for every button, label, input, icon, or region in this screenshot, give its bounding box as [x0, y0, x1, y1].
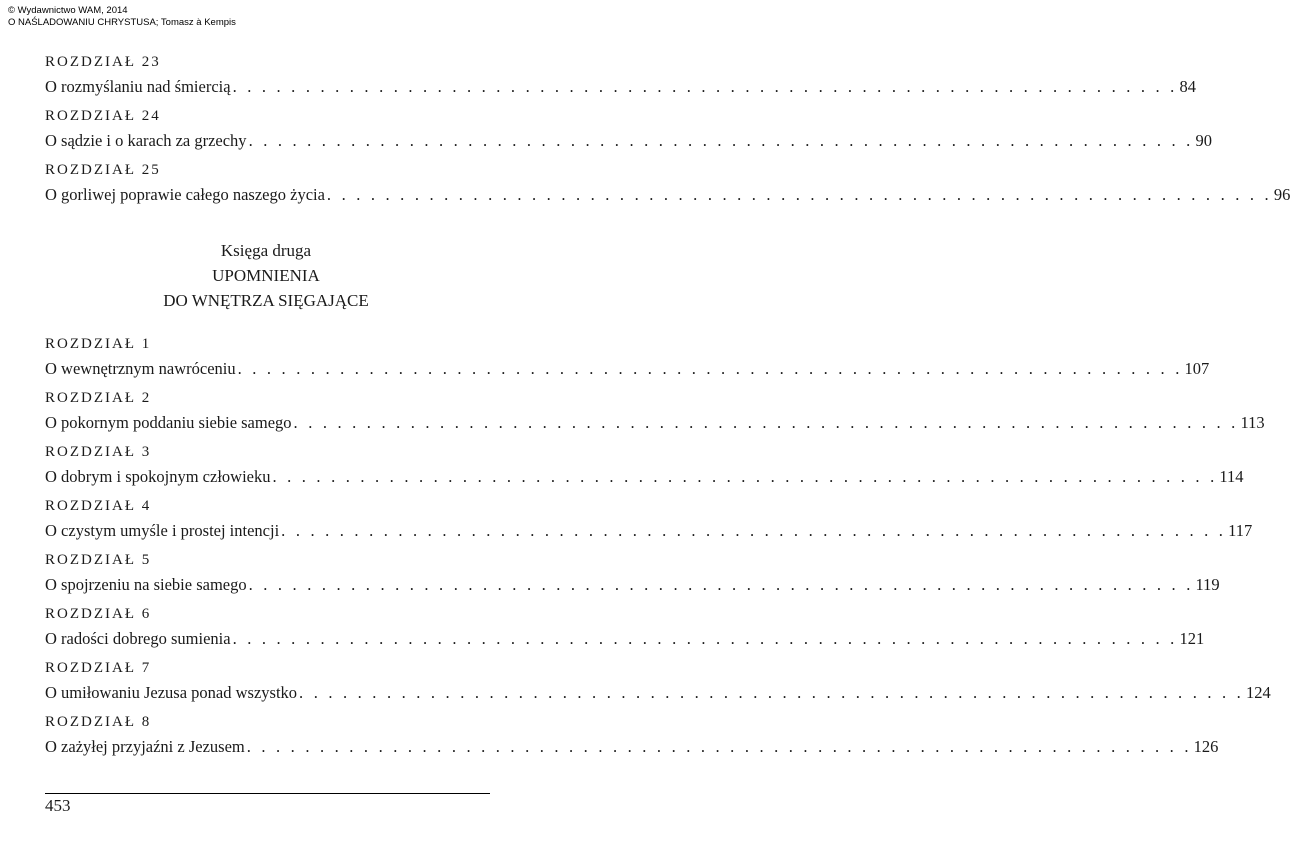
toc-entry[interactable]: [45, 52, 1197, 98]
chapter-page-number: 126: [1193, 737, 1219, 756]
book-title-line: O NAŚLADOWANIU CHRYSTUSA; Tomasz à Kempis: [8, 17, 236, 28]
chapter-line: [45, 628, 1205, 650]
copyright-line: © Wydawnictwo WAM, 2014: [8, 5, 128, 16]
chapter-page-number: 90: [1195, 131, 1212, 150]
dot-leader: . . . . . . . . . . . . . . . . . . . . . . . . . . . . . . . . . . . . . . . . . . . . . . . . . . . . . . . . . . . . . . . . .: [246, 737, 1192, 756]
chapter-page-number: 119: [1195, 575, 1220, 594]
chapter-title: O wewnętrznym nawróceniu: [45, 359, 236, 378]
chapter-label: ROZDZIAŁ 2: [45, 390, 152, 406]
chapter-title: O sądzie i o karach za grzechy: [45, 131, 247, 150]
page-number: 453: [45, 796, 71, 815]
chapter-line: [45, 682, 1271, 704]
chapter-label: ROZDZIAŁ 23: [45, 54, 161, 70]
toc-entry[interactable]: [45, 604, 1205, 650]
chapter-page-number: 121: [1179, 629, 1205, 648]
chapter-title: O czystym umyśle i prostej intencji: [45, 521, 280, 540]
chapter-label: ROZDZIAŁ 24: [45, 108, 161, 124]
book-subtitle: Księga druga: [220, 241, 312, 260]
chapter-label: ROZDZIAŁ 3: [45, 444, 152, 460]
chapter-label: ROZDZIAŁ 8: [45, 714, 152, 730]
chapter-title: O zażyłej przyjaźni z Jezusem: [45, 737, 245, 756]
dot-leader: . . . . . . . . . . . . . . . . . . . . . . . . . . . . . . . . . . . . . . . . . . . . . . . . . . . . . . . . . . . . . . . . .: [232, 629, 1178, 648]
copyright-header: [8, 5, 236, 29]
toc-entry[interactable]: [45, 106, 1212, 152]
dot-leader: . . . . . . . . . . . . . . . . . . . . . . . . . . . . . . . . . . . . . . . . . . . . . . . . . . . . . . . . . . . . . . . . .: [232, 77, 1178, 96]
toc-entry[interactable]: [45, 388, 1265, 434]
chapter-page-number: 113: [1240, 413, 1265, 432]
chapter-label: ROZDZIAŁ 7: [45, 660, 152, 676]
chapter-line: [45, 76, 1197, 98]
chapter-label: ROZDZIAŁ 4: [45, 498, 152, 514]
chapter-title: O umiłowaniu Jezusa ponad wszystko: [45, 683, 298, 702]
dot-leader: . . . . . . . . . . . . . . . . . . . . . . . . . . . . . . . . . . . . . . . . . . . . . . . . . . . . . . . . . . . . . . . . .: [237, 359, 1183, 378]
toc-entry[interactable]: [45, 442, 1244, 488]
chapter-label: ROZDZIAŁ 6: [45, 606, 152, 622]
toc-entry[interactable]: [45, 496, 1253, 542]
chapter-page-number: 107: [1184, 359, 1210, 378]
chapter-line: [45, 358, 1210, 380]
chapter-title: O spojrzeniu na siebie samego: [45, 575, 247, 594]
dot-leader: . . . . . . . . . . . . . . . . . . . . . . . . . . . . . . . . . . . . . . . . . . . . . . . . . . . . . . . . . . . . . . . . .: [326, 185, 1272, 204]
dot-leader: . . . . . . . . . . . . . . . . . . . . . . . . . . . . . . . . . . . . . . . . . . . . . . . . . . . . . . . . . . . . . . . . .: [248, 131, 1194, 150]
footer-divider: [45, 793, 490, 794]
dot-leader: . . . . . . . . . . . . . . . . . . . . . . . . . . . . . . . . . . . . . . . . . . . . . . . . . . . . . . . . . . . . . . . . .: [272, 467, 1218, 486]
chapter-line: [45, 412, 1265, 434]
book-title: UPOMNIENIA: [212, 266, 320, 285]
toc-entry[interactable]: [45, 550, 1220, 596]
chapter-title: O rozmyślaniu nad śmiercią: [45, 77, 231, 96]
chapter-label: ROZDZIAŁ 1: [45, 336, 152, 352]
book-heading: [45, 238, 487, 313]
chapter-page-number: 124: [1245, 683, 1271, 702]
chapter-line: [45, 574, 1220, 596]
chapter-label: ROZDZIAŁ 5: [45, 552, 152, 568]
toc-entry[interactable]: [45, 334, 1210, 380]
chapter-line: [45, 130, 1212, 152]
chapter-title: O radości dobrego sumienia: [45, 629, 231, 648]
chapter-title: O dobrym i spokojnym człowieku: [45, 467, 271, 486]
dot-leader: . . . . . . . . . . . . . . . . . . . . . . . . . . . . . . . . . . . . . . . . . . . . . . . . . . . . . . . . . . . . . . . . .: [281, 521, 1227, 540]
chapter-title: O pokornym poddaniu siebie samego: [45, 413, 292, 432]
chapter-page-number: 84: [1179, 77, 1197, 96]
chapter-line: [45, 184, 1290, 206]
chapter-label: ROZDZIAŁ 25: [45, 162, 161, 178]
chapter-line: [45, 520, 1253, 542]
dot-leader: . . . . . . . . . . . . . . . . . . . . . . . . . . . . . . . . . . . . . . . . . . . . . . . . . . . . . . . . . . . . . . . . .: [299, 683, 1244, 702]
toc-entry[interactable]: [45, 658, 1271, 704]
chapter-line: [45, 736, 1219, 758]
chapter-page-number: 117: [1228, 521, 1253, 540]
chapter-page-number: 96: [1273, 185, 1290, 204]
chapter-page-number: 114: [1219, 467, 1244, 486]
chapter-line: [45, 466, 1244, 488]
toc-entry[interactable]: [45, 712, 1219, 758]
toc-entry[interactable]: [45, 160, 1290, 206]
dot-leader: . . . . . . . . . . . . . . . . . . . . . . . . . . . . . . . . . . . . . . . . . . . . . . . . . . . . . . . . . . . . . . . . .: [248, 575, 1194, 594]
chapter-title: O gorliwej poprawie całego naszego życia: [45, 185, 325, 204]
dot-leader: . . . . . . . . . . . . . . . . . . . . . . . . . . . . . . . . . . . . . . . . . . . . . . . . . . . . . . . . . . . . . . . . .: [293, 413, 1239, 432]
book-title-continued: DO WNĘTRZA SIĘGAJĄCE: [163, 291, 369, 310]
